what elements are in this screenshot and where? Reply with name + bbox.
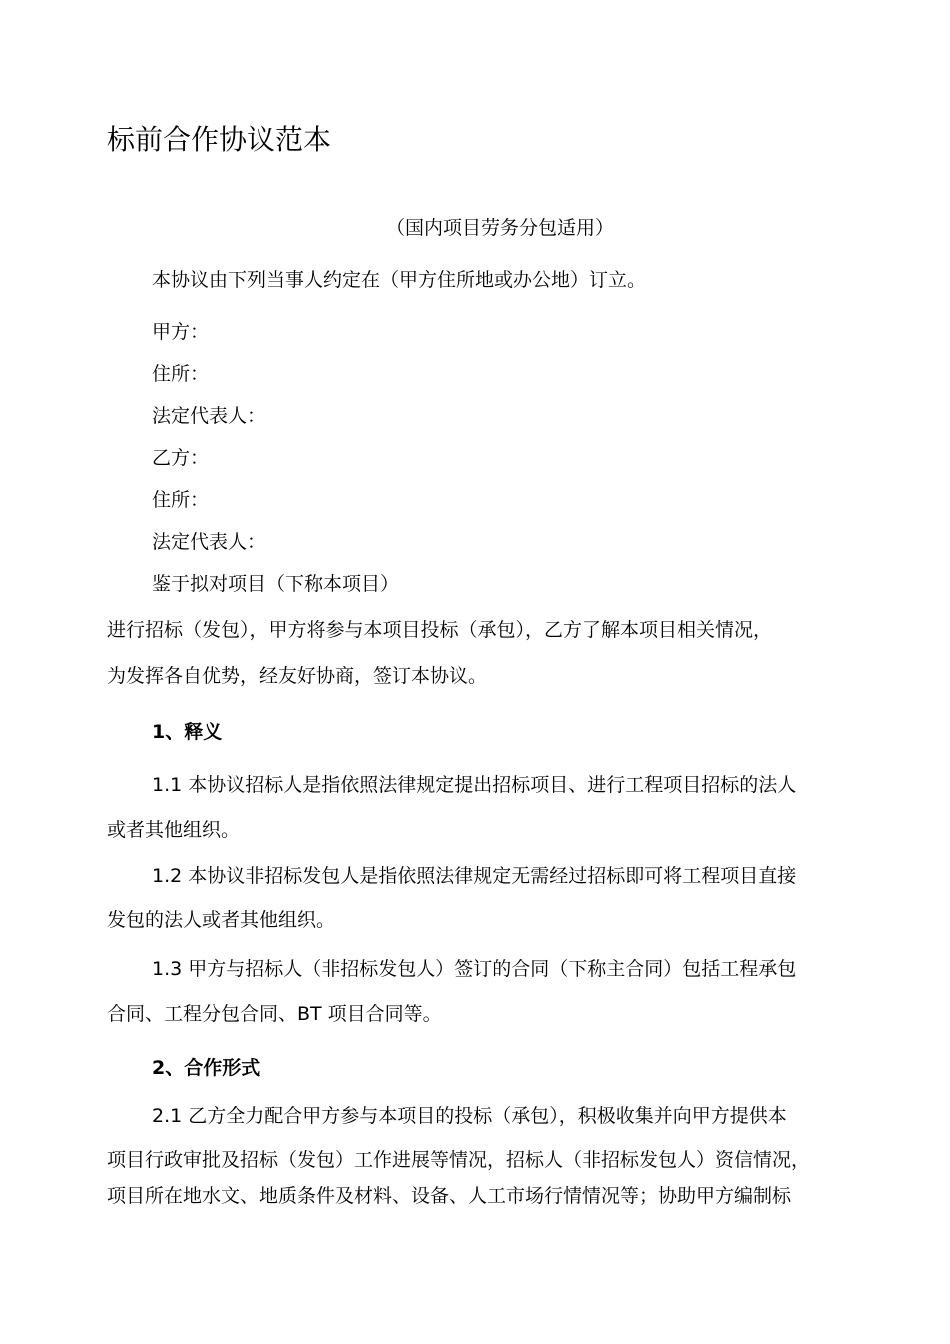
clause-2-1-line-2: 项目行政审批及招标（发包）工作进展等情况，招标人（非招标发包人）资信情况， (107, 1149, 811, 1171)
subtitle-text: （国内项目劳务分包适用） (385, 217, 614, 239)
intro-paragraph: 本协议由下列当事人约定在（甲方住所地或办公地）订立。 (152, 269, 647, 291)
document-title: 标前合作协议范本 (107, 123, 332, 156)
clause-1-3-line-1: 1.3 甲方与招标人（非招标发包人）签订的合同（下称主合同）包括工程承包 (152, 958, 797, 980)
section-1-heading: 1、释义 (152, 721, 223, 743)
recital-line-2: 进行招标（发包），甲方将参与本项目投标（承包），乙方了解本项目相关情况， (107, 619, 773, 641)
party-b-rep-label: 法定代表人： (152, 531, 267, 553)
clause-1-2-line-2: 发包的法人或者其他组织。 (107, 909, 336, 931)
clause-2-1-line-3: 项目所在地水文、地质条件及材料、设备、人工市场行情情况等；协助甲方编制标 (107, 1185, 792, 1207)
party-b-address-label: 住所： (152, 489, 210, 511)
clause-2-1-line-1: 2.1 乙方全力配合甲方参与本项目的投标（承包），积极收集并向甲方提供本 (152, 1105, 787, 1127)
clause-1-1-line-1: 1.1 本协议招标人是指依照法律规定提出招标项目、进行工程项目招标的法人 (152, 774, 797, 796)
recital-line-1: 鉴于拟对项目（下称本项目） (152, 573, 400, 595)
party-b-name-label: 乙方： (152, 447, 210, 469)
party-a-address-label: 住所： (152, 363, 210, 385)
section-2-heading: 2、合作形式 (152, 1057, 261, 1079)
clause-1-1-line-2: 或者其他组织。 (107, 819, 241, 841)
document-subtitle (0, 216, 950, 240)
party-a-rep-label: 法定代表人： (152, 405, 267, 427)
clause-1-2-line-1: 1.2 本协议非招标发包人是指依照法律规定无需经过招标即可将工程项目直接 (152, 865, 797, 887)
recital-line-3: 为发挥各自优势，经友好协商，签订本协议。 (107, 665, 488, 687)
clause-1-3-line-2: 合同、工程分包合同、BT 项目合同等。 (107, 1003, 442, 1025)
party-a-name-label: 甲方： (152, 321, 210, 343)
